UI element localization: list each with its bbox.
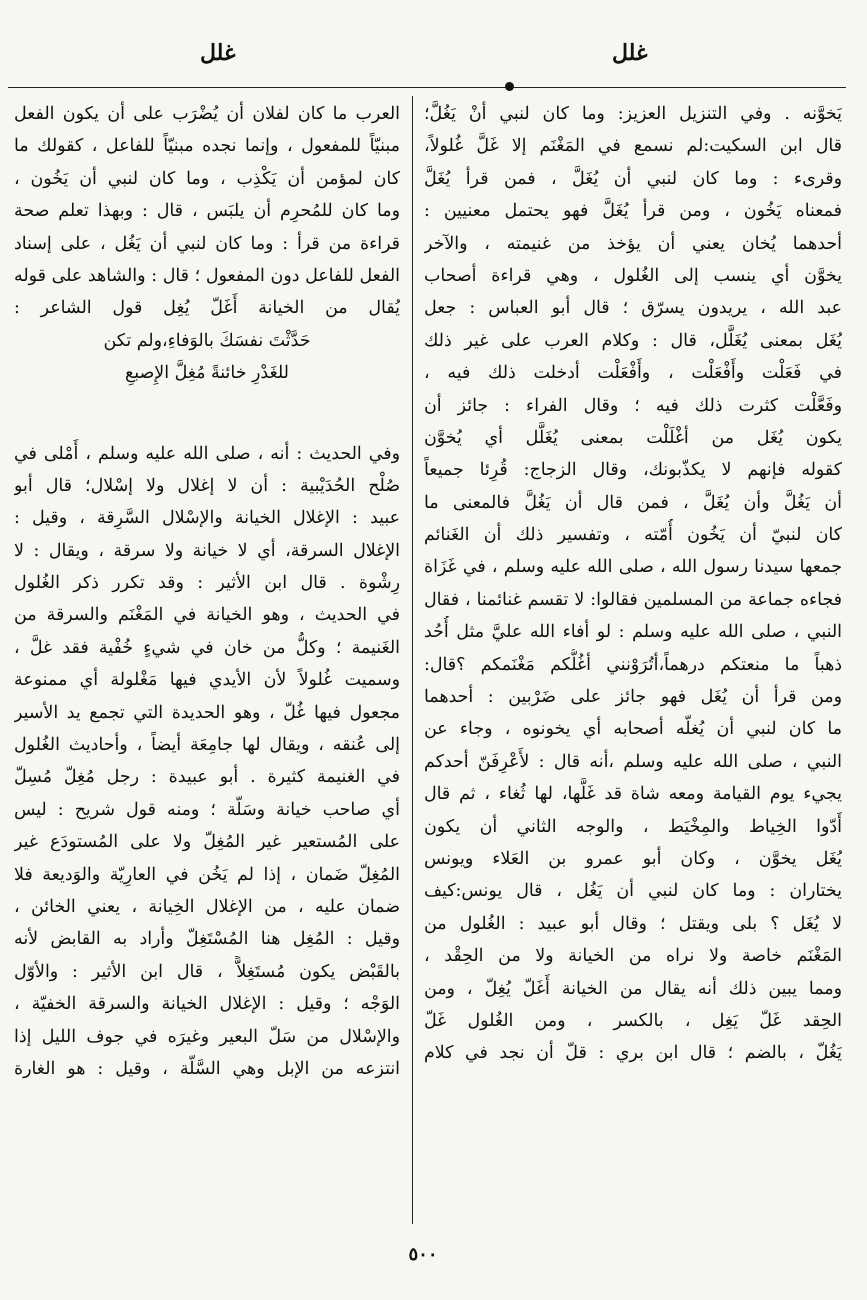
header-rule bbox=[8, 87, 846, 88]
text-line: في الغنيمة كثيرة . أبو عبيدة : رجل مُغِلّ مُسِلّ bbox=[14, 767, 400, 788]
header-rule-ornament bbox=[505, 82, 514, 91]
text-line: في الحديث ، وهو الخيانة في المَغْنَم والسرقة من bbox=[14, 605, 400, 626]
left-column-top-text bbox=[14, 98, 400, 325]
text-line: يجيء يوم القيامة ومعه شاة قد غَلَّها، لها ثُغاء ، ثم قال bbox=[424, 784, 842, 805]
text-line: النبي ، صلى الله عليه وسلم ،أنه قال : لأَعْرِفَنّ أحدكم bbox=[424, 751, 842, 772]
text-line: كان لنبيّ أن يَخُون أُمّته ، وتفسير ذلك أن الغَنائم bbox=[424, 525, 842, 546]
header-left-word: غلل bbox=[200, 40, 236, 66]
text-line: أَدّوا الخِياط والمِخْيَط ، والوجه الثاني أن يكون bbox=[424, 816, 842, 837]
text-line: وما كان للمُحرِم أن يلبَس ، قال : وبهذا تعلم صحة bbox=[14, 201, 400, 222]
text-line: يَغُلّ ، بالضم ؛ قال ابن بري : قلّ أن نجد في كلام bbox=[424, 1043, 842, 1064]
text-line: مجعول فيها غُلّ ، وهو الحديدة التي تجمع يد الأسير bbox=[14, 702, 400, 723]
text-line: رِشْوة . قال ابن الأثير : وقد تكرر ذكر الغُلول bbox=[14, 573, 400, 594]
text-line: الغَنيمة ؛ وكلُّ من خان في شيءٍ خُفْية فقد غلَّ ، bbox=[14, 637, 400, 658]
text-line: يكون يُغَل من أغْلَلْت بمعنى يُغَلَّل أي يُخوَّن bbox=[424, 427, 842, 448]
text-line: فمعناه يَخُون ، ومن قرأ يُغَلَّ فهو يحتمل معنيين : bbox=[424, 201, 842, 222]
text-line: وسميت غُلولاً لأن الأيدي فيها مَغْلولة أي ممنوعة bbox=[14, 670, 400, 691]
text-line: ما كان لنبي أن يُغلّه أصحابه أي يخونوه ، وجاء عن bbox=[424, 719, 842, 740]
text-line: عبد الله ، يريدون يسرّق ؛ قال أبو العباس : جعل bbox=[424, 298, 842, 319]
text-line: على المُستعير غير المُغِلّ ولا على المُستودَع غير bbox=[14, 832, 400, 853]
text-line: مبنيّاً للمفعول ، وإنما نجده مبنيّاً للفاعل ، كقولك ما bbox=[14, 136, 400, 157]
text-line: النبي ، صلى الله عليه وسلم : لو أفاء الله عليَّ مثل أُحُد bbox=[424, 622, 842, 643]
text-line: الفعل للفاعل دون المفعول ؛ قال : والشاهد على قوله bbox=[14, 265, 400, 286]
text-line: الوَجْه ؛ وقيل : الإغلال الخيانة والسرقة الخفيّة ، bbox=[14, 994, 400, 1015]
text-line: إلى عُنقه ، ويقال لها جامِعَة أيضاً ، وأحاديث الغُلول bbox=[14, 735, 400, 756]
text-line: والإسْلال من سَلّ البعير وغيرَه في جوف الليل إذا bbox=[14, 1026, 400, 1047]
text-line: ضمان عليه ، من الإغلال الخِيانة ، يعني الخائن ، bbox=[14, 896, 400, 917]
text-line: قال ابن السكيت:لم نسمع في المَغْنَم إلا غَلَّ غُلولاً، bbox=[424, 136, 842, 157]
text-line: الحِقد غَلّ يَغِل ، بالكسر ، ومن الغُلول غَلّ bbox=[424, 1010, 842, 1031]
text-line: المَغْنَم خاصة ولا نراه من الخيانة ولا من الحِقْد ، bbox=[424, 946, 842, 967]
text-line: العرب ما كان لفلان أن يُضْرَب على أن يكون الفعل bbox=[14, 104, 400, 124]
text-line: بالقَبْض يكون مُستَغِلاًّ ، قال ابن الأثير : والأوّل bbox=[14, 961, 400, 982]
text-line: عبيد : الإغلال الخيانة والإسْلال السَّرِقة ، وقيل : bbox=[14, 508, 400, 529]
text-line: جمعها سيدنا رسول الله ، صلى الله عليه وسلم ، في غَزَاة bbox=[424, 557, 842, 578]
text-line: في فَعَلْت وأَفْعَلْت ، وأَفْعَلْت أدخلت ذلك فيه ، bbox=[424, 363, 842, 384]
right-column bbox=[424, 98, 842, 1070]
text-line: كان لمؤمن أن يَكْذِب ، وما كان لنبي أن يَخُون ، bbox=[14, 168, 400, 189]
text-line: الإغلال السرقة، أي لا خيانة ولا سرقة ، ويقال : لا bbox=[14, 540, 400, 561]
left-column-bottom-text bbox=[14, 438, 400, 1086]
text-line: كقوله فإنهم لا يكذّبونك، وقال الزجاج: قُرِئا جميعاً bbox=[424, 460, 842, 481]
page-number: ٥٠٠ bbox=[408, 1244, 438, 1265]
text-line: يخوَّن أي ينسب إلى الغُلول ، وهي قراءة أصحاب bbox=[424, 265, 842, 286]
text-line: المُغِلّ ضَمان ، إذا لم يَخُن في العارِيّة والوَديعة فلا bbox=[14, 864, 400, 885]
section-gap bbox=[14, 390, 400, 438]
text-line: فجاءه جماعة من المسلمين فقالوا: لا تقسم غنائمنا ، فقال bbox=[424, 589, 842, 610]
text-line: يختاران : وما كان لنبي أن يَغُل ، قال يونس:كيف bbox=[424, 881, 842, 902]
text-line: يُغَل يخوَّن ، وكان أبو عمرو بن العَلاء ويونس bbox=[424, 848, 842, 869]
text-line: قراءة من قرأ : وما كان لنبي أن يَغُل ، على إسناد bbox=[14, 233, 400, 254]
text-line: ومن قرأ أن يُغَل فهو جائز على ضَرْبين : أحدهما bbox=[424, 687, 842, 708]
column-divider bbox=[412, 96, 413, 1224]
text-line: وقيل : المُغِل هنا المُسْتَغِلّ وأراد به القابض لأنه bbox=[14, 929, 400, 950]
text-line: يُقال من الخيانة أَغَلّ يُغِل قول الشاعر : bbox=[14, 298, 400, 319]
text-line: وفي الحديث : أنه ، صلى الله عليه وسلم ، أَمْلى في bbox=[14, 443, 400, 464]
text-line: يُغَل بمعنى يُغَلَّل، قال : وكلام العرب على غير ذلك bbox=[424, 330, 842, 351]
poetry-verse bbox=[14, 325, 400, 390]
text-line: يَخوَّنه . وفي التنزيل العزيز: وما كان لنبي أنْ يَغُلَّ؛ bbox=[424, 104, 842, 124]
text-line: أي صاحب خيانة وسَلّة ؛ ومنه قول شريح : ليس bbox=[14, 799, 400, 820]
text-line: انتزعه من الإبل وهي السَّلّة ، وقيل : هو الغارة bbox=[14, 1058, 400, 1079]
text-line: ومما يبين ذلك أنه يقال من الخيانة أَغَلّ يُغِلّ ، ومن bbox=[424, 978, 842, 999]
text-line: وقرىء : وما كان لنبي أن يُغَلَّ ، فمن قرأ يُغَلَّ bbox=[424, 168, 842, 189]
text-line: للغَدْرِ خائنةً مُغِلَّ الإِصبعِ bbox=[125, 363, 289, 384]
left-column bbox=[14, 98, 400, 1085]
text-line: وفَعَّلْت كثرت ذلك فيه ؛ وقال الفراء : جائز أن bbox=[424, 395, 842, 416]
text-line: لا يُغَل ؟ بلى ويقتل ؛ وقال أبو عبيد : الغُلول من bbox=[424, 913, 842, 934]
text-line: أحدهما يُخان يعني أن يؤخذ من غنيمته ، والآخر bbox=[424, 233, 842, 254]
text-line: حَدَّثْتَ نفسَكَ بالوَفاءِ،ولم تكن bbox=[103, 330, 311, 351]
text-line: صُلْح الحُدَيْبية : أن لا إغلال ولا إسْلال؛ قال أبو bbox=[14, 475, 400, 496]
text-line: أن يَغُلَّ وأن يُغَلَّ ، فمن قال أن يَغُلَّ فالمعنى ما bbox=[424, 492, 842, 513]
text-line: ذهباً ما منعتكم درهماً،أتُرَوْنني أغُلُّكم مَغْنَمكم ؟قال: bbox=[424, 654, 842, 675]
header-right-word: غلل bbox=[612, 40, 648, 66]
